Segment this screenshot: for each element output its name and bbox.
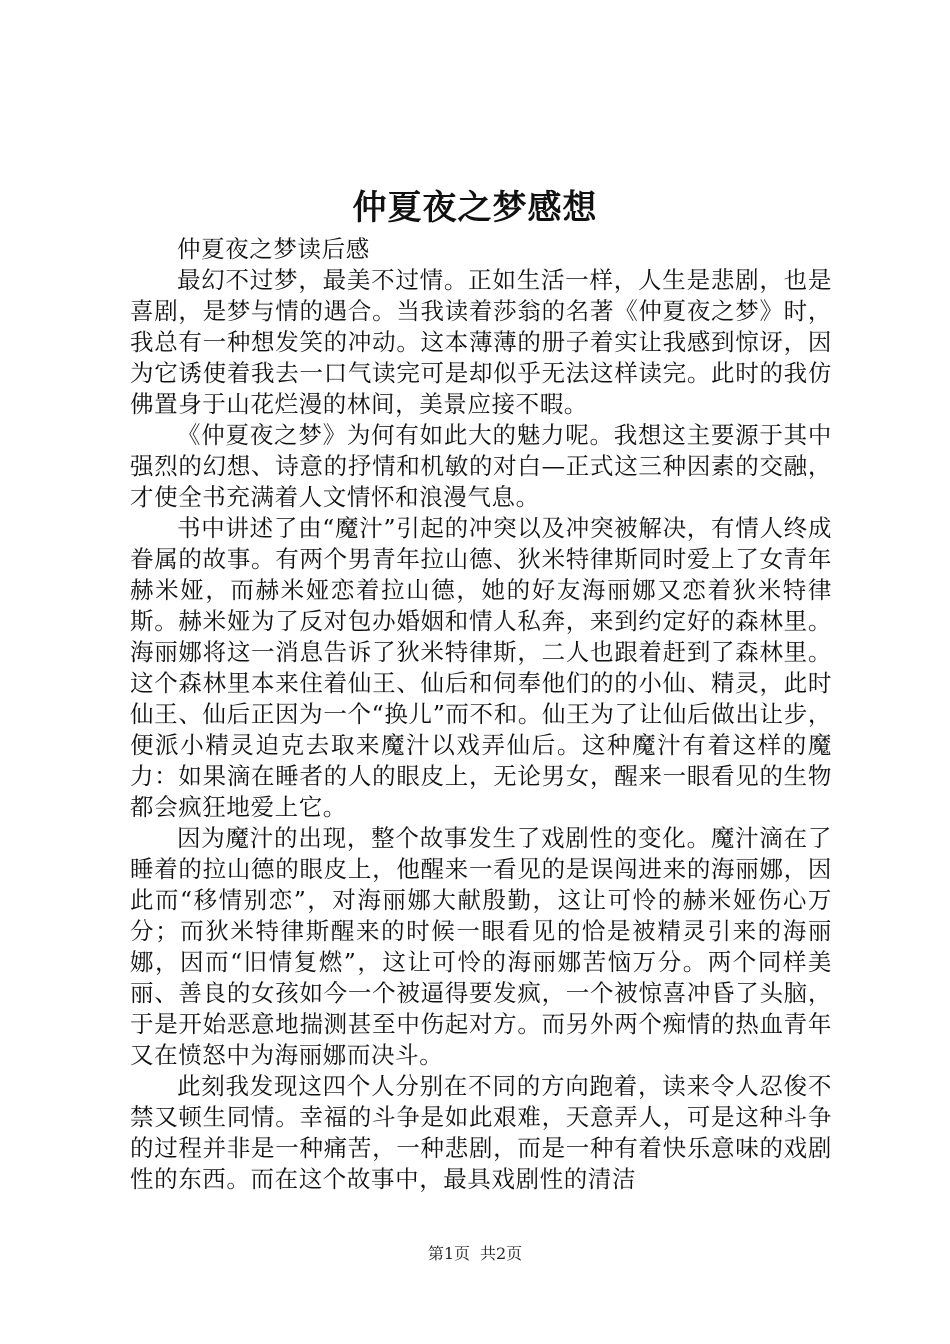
- paragraph-5: 此刻我发现这四个人分别在不同的方向跑着，读来令人忍俊不禁又顿生同情。幸福的斗争是如此艰难，天意弄人，可是这种斗争的过程并非是一种痛苦，一种悲剧，而是一种有着快乐意味的戏剧性的东西。而在这个故事中，最具戏剧性的清洁: [130, 1072, 832, 1193]
- paragraph-4: 因为魔汁的出现，整个故事发生了戏剧性的变化。魔汁滴在了睡着的拉山德的眼皮上，他醒来一看见的是误闯进来的海丽娜，因此而“移情别恋”，对海丽娜大献殷勤，这让可怜的赫米娅伤心万分；而狄米特律斯醒来的时候一眼看见的恰是被精灵引来的海丽娜，因而“旧情复燃”，这让可怜的海丽娜苦恼万分。两个同样美丽、善良的女孩如今一个被逼得要发疯，一个被惊喜冲昏了头脑，于是开始恶意地揣测甚至中伤起对方。而另外两个痴情的热血青年又在愤怒中为海丽娜而决斗。: [130, 824, 832, 1069]
- page-number: 第1页: [427, 1244, 470, 1263]
- paragraph-1: 最幻不过梦，最美不过情。正如生活一样，人生是悲剧，也是喜剧，是梦与情的遇合。当我读着莎翁的名著《仲夏夜之梦》时，我总有一种想发笑的冲动。这本薄薄的册子着实让我感到惊讶，因为它诱使着我去一口气读完可是却似乎无法这样读完。此时的我仿佛置身于山花烂漫的林间，美景应接不暇。: [130, 266, 832, 418]
- document-title: 仲夏夜之梦感想: [352, 188, 598, 228]
- paragraph-2: 《仲夏夜之梦》为何有如此大的魅力呢。我想这主要源于其中强烈的幻想、诗意的抒情和机敏的对白—正式这三种因素的交融，才使全书充满着人文情怀和浪漫气息。: [130, 421, 832, 511]
- document-body: [130, 234, 832, 1195]
- paragraph-3: 书中讲述了由“魔汁”引起的冲突以及冲突被解决，有情人终成眷属的故事。有两个男青年拉山德、狄米特律斯同时爱上了女青年赫米娅，而赫米娅恋着拉山德，她的好友海丽娜又恋着狄米特律斯。赫米娅为了反对包办婚姻和情人私奔，来到约定好的森林里。海丽娜将这一消息告诉了狄米特律斯，二人也跟着赶到了森林里。这个森林里本来住着仙王、仙后和伺奉他们的的小仙、精灵，此时仙王、仙后正因为一个“换儿”而不和。仙王为了让仙后做出让步，便派小精灵迫克去取来魔汁以戏弄仙后。这种魔汁有着这样的魔力：如果滴在睡者的人的眼皮上，无论男女，醒来一眼看见的生物都会疯狂地爱上它。: [130, 514, 832, 821]
- page-footer: [0, 1244, 950, 1264]
- document-subtitle: 仲夏夜之梦读后感: [177, 235, 370, 263]
- total-pages: 共2页: [480, 1244, 523, 1263]
